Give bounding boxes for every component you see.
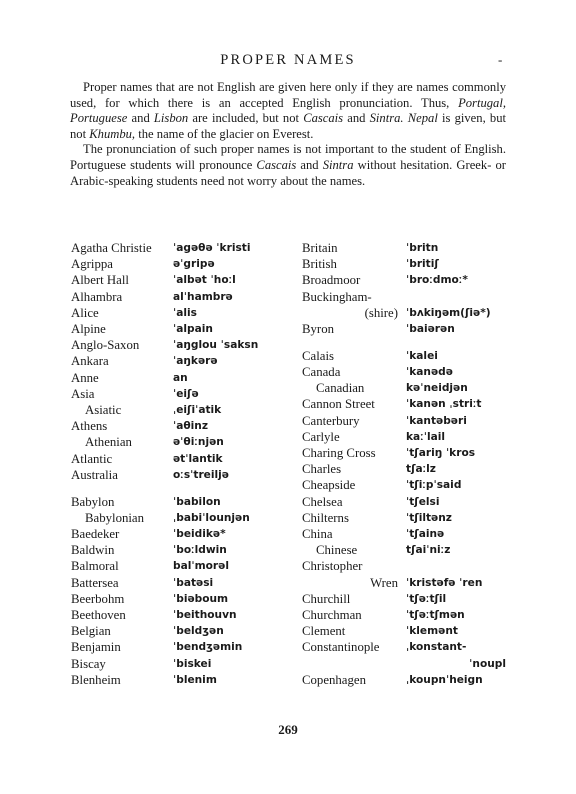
entry-row bbox=[0, 526, 576, 542]
intro-text-run: and bbox=[343, 111, 370, 126]
entry-pronunciation: ˈbiəboum bbox=[173, 592, 229, 605]
entry-word: Constantinople bbox=[302, 640, 380, 655]
entry-word: China bbox=[302, 526, 333, 541]
intro-text-run: Cascais bbox=[256, 157, 297, 172]
entry-word: Charles bbox=[302, 462, 342, 477]
entry-pronunciation: ˈaŋglou ˈsaksn bbox=[173, 339, 259, 352]
entry-row bbox=[0, 364, 576, 380]
entry-pronunciation: ˈtʃainə bbox=[406, 527, 445, 540]
entry-word: Wren bbox=[370, 575, 398, 590]
intro-text-run: Cascais bbox=[303, 111, 344, 126]
entry-word: Albert Hall bbox=[71, 273, 129, 288]
entry-word: Alhambra bbox=[71, 289, 123, 304]
entry-row bbox=[0, 607, 576, 623]
intro-text-run: is given, but not bbox=[70, 111, 506, 141]
entry-pronunciation: ˈkanən ˌstriːt bbox=[406, 398, 482, 411]
entry-pronunciation: balˈmorəl bbox=[173, 560, 229, 573]
entry-pronunciation: ˈbaiərən bbox=[406, 323, 455, 335]
entry-word: Anglo-Saxon bbox=[71, 338, 140, 353]
entry-word: Cannon Street bbox=[302, 397, 375, 412]
entry-row bbox=[0, 477, 576, 493]
entry-pronunciation: ˈeiʃə bbox=[173, 387, 199, 400]
entry-pronunciation: ˈkristəfə ˈren bbox=[406, 576, 483, 589]
entry-pronunciation: ˈbiskei bbox=[173, 657, 212, 670]
entry-word: Belgian bbox=[71, 624, 111, 639]
entry-pronunciation: ˈalbət ˈhoːl bbox=[173, 274, 236, 287]
entry-pronunciation: ˈbʌkiŋəm(ʃiə*) bbox=[406, 306, 491, 319]
entry-word: Babylon bbox=[71, 494, 115, 509]
intro-text-run: and bbox=[127, 111, 154, 126]
entry-pronunciation: ˌeiʃiˈatik bbox=[173, 404, 222, 416]
entry-word: Chilterns bbox=[302, 510, 349, 525]
entry-word: Canada bbox=[302, 364, 341, 379]
entry-word: Buckingham- bbox=[302, 289, 372, 304]
entry-pronunciation: ˈtʃiːpˈsaid bbox=[406, 479, 462, 492]
entry-word: Biscay bbox=[71, 656, 106, 671]
entry-word: Carlyle bbox=[302, 429, 340, 444]
entry-row bbox=[0, 445, 576, 461]
entry-pronunciation: ətˈlantik bbox=[173, 452, 223, 465]
entry-row bbox=[0, 510, 576, 526]
entry-word: British bbox=[302, 257, 337, 272]
entry-pronunciation: ˈalis bbox=[173, 306, 197, 319]
entry-word: (shire) bbox=[364, 305, 398, 320]
entry-row bbox=[0, 542, 576, 558]
entry-pronunciation: ˈbeithouvn bbox=[173, 608, 237, 621]
intro-text-run: Sintra. Nepal bbox=[369, 111, 438, 126]
entry-pronunciation: əˈθiːnjən bbox=[173, 436, 224, 449]
entry-row bbox=[0, 461, 576, 477]
entry-word: Baldwin bbox=[71, 543, 115, 558]
intro-text-run: without hesitation. Greek- or Arabic-speaking students need not worry about the names. bbox=[70, 157, 506, 188]
entry-row bbox=[0, 321, 576, 337]
entry-pronunciation: ˈtʃariŋ ˈkros bbox=[406, 446, 476, 459]
entry-word: Battersea bbox=[71, 575, 119, 590]
intro-text-run: Khumbu, bbox=[89, 126, 136, 141]
intro-text-run: The pronunciation of such proper names is not important to the student of English. Portuguese students will pronounce bbox=[70, 142, 506, 172]
entry-pronunciation: ˈbeldʒən bbox=[173, 625, 224, 638]
entry-row bbox=[0, 240, 576, 256]
entry-pronunciation: alˈhambrə bbox=[173, 290, 233, 303]
entry-row bbox=[0, 289, 576, 305]
entry-pronunciation: ˈkantəbəri bbox=[406, 414, 467, 427]
entry-pronunciation: ˈbroːdmoː* bbox=[406, 274, 468, 287]
entry-word: Chinese bbox=[316, 543, 358, 558]
entry-word: Broadmoor bbox=[302, 273, 361, 288]
entry-pronunciation: tʃaːlz bbox=[406, 463, 436, 476]
entry-word: Ankara bbox=[71, 354, 109, 369]
entry-pronunciation: an bbox=[173, 371, 188, 384]
entry-pronunciation: kəˈneidjən bbox=[406, 382, 468, 395]
header-mark: - bbox=[498, 52, 503, 67]
entry-word: Asia bbox=[71, 386, 95, 401]
entry-row bbox=[0, 305, 576, 321]
page-title: PROPER NAMES bbox=[220, 52, 356, 68]
entry-word: Balmoral bbox=[71, 559, 119, 574]
entry-word: Charing Cross bbox=[302, 445, 376, 460]
entry-word: Anne bbox=[71, 370, 99, 385]
entry-pronunciation: ˌkonstant- bbox=[406, 641, 467, 654]
intro-text-run: Sintra bbox=[322, 157, 354, 172]
entry-word: Athenian bbox=[85, 435, 132, 450]
entry-pronunciation: oːsˈtreiljə bbox=[173, 468, 229, 481]
entry-word: Churchman bbox=[302, 607, 362, 622]
entry-pronunciation: ˈalpain bbox=[173, 323, 213, 335]
entry-word: Blenheim bbox=[71, 672, 121, 687]
entry-pronunciation: ˈbritn bbox=[406, 242, 439, 254]
intro-text-run: Portugal, Portuguese bbox=[70, 95, 506, 126]
entry-word: Beethoven bbox=[71, 607, 126, 622]
entry-row bbox=[0, 380, 576, 396]
entry-word: Beerbohm bbox=[71, 591, 125, 606]
entry-pronunciation: ˈtʃəːtʃmən bbox=[406, 608, 465, 621]
entry-pronunciation: ˈaŋkərə bbox=[173, 355, 218, 368]
entry-word: Chelsea bbox=[302, 494, 343, 509]
entry-word: Canterbury bbox=[302, 413, 360, 428]
entry-pronunciation: ˈblenim bbox=[173, 673, 217, 686]
entry-pronunciation: ˈnoupl bbox=[469, 657, 506, 670]
entry-pronunciation: ˈaθinz bbox=[173, 420, 209, 433]
entry-word: Canadian bbox=[316, 381, 365, 396]
entry-word: Australia bbox=[71, 467, 118, 482]
entry-word: Byron bbox=[302, 322, 334, 336]
entry-word: Athens bbox=[71, 419, 108, 434]
entry-word: Babylonian bbox=[85, 510, 144, 525]
entry-pronunciation: ˈbeidikə* bbox=[173, 527, 226, 540]
page-number: 269 bbox=[278, 722, 298, 737]
entry-pronunciation: ˈboːldwin bbox=[173, 544, 227, 557]
intro-paragraph-1 bbox=[70, 80, 506, 142]
entry-word: Benjamin bbox=[71, 640, 121, 655]
entry-row bbox=[0, 494, 576, 510]
entry-word: Churchill bbox=[302, 591, 351, 606]
entry-pronunciation: ˌkoupnˈheign bbox=[406, 673, 483, 686]
entry-row bbox=[0, 272, 576, 288]
entry-row bbox=[0, 672, 576, 688]
entry-pronunciation: ˈtʃəːtʃil bbox=[406, 592, 447, 605]
intro-text-run: and bbox=[296, 157, 323, 172]
intro-text bbox=[70, 80, 506, 189]
intro-text-run: Proper names that are not English are given here only if they are names commonly used, for which there is an accepted English pronunciation. Thus, bbox=[70, 80, 506, 110]
entry-word: Asiatic bbox=[85, 403, 122, 417]
entry-pronunciation: ˌbabiˈlounjən bbox=[173, 511, 250, 524]
entry-word: Atlantic bbox=[71, 451, 113, 466]
entry-pronunciation: ˈkanədə bbox=[406, 365, 453, 378]
entry-row bbox=[0, 558, 576, 574]
entry-word: Agrippa bbox=[71, 257, 113, 272]
entry-pronunciation: ˈkalei bbox=[406, 349, 438, 362]
intro-text-run: Lisbon bbox=[153, 111, 189, 126]
entry-word: Calais bbox=[302, 348, 334, 363]
entry-word: Cheapside bbox=[302, 478, 356, 493]
entry-row bbox=[0, 575, 576, 591]
entry-row bbox=[0, 396, 576, 412]
entry-pronunciation: ˈtʃiltənz bbox=[406, 511, 452, 524]
intro-text-run: the name of the glacier on Everest. bbox=[135, 126, 314, 141]
entry-pronunciation: əˈgripə bbox=[173, 258, 215, 271]
entry-pronunciation: ˈagəθə ˈkristi bbox=[173, 242, 251, 254]
entry-row bbox=[0, 623, 576, 639]
entry-row bbox=[0, 348, 576, 364]
entry-word: Britain bbox=[302, 241, 338, 255]
entry-row bbox=[0, 413, 576, 429]
entry-word: Christopher bbox=[302, 559, 363, 574]
intro-text-run: are included, but not bbox=[188, 111, 304, 126]
entry-row bbox=[0, 639, 576, 655]
entry-word: Agatha Christie bbox=[71, 241, 152, 255]
entry-pronunciation: ˈbendʒəmin bbox=[173, 641, 243, 654]
entry-pronunciation: ˈbatəsi bbox=[173, 576, 214, 589]
entry-pronunciation: ˈbabilon bbox=[173, 495, 221, 508]
intro-paragraph-2 bbox=[70, 142, 506, 189]
entry-pronunciation: kaːˈlail bbox=[406, 430, 446, 443]
entry-pronunciation: ˈbritiʃ bbox=[406, 258, 439, 271]
entry-pronunciation: ˈtʃelsi bbox=[406, 495, 440, 508]
entry-row bbox=[0, 429, 576, 445]
entry-word: Alpine bbox=[71, 322, 106, 336]
entry-row bbox=[0, 656, 576, 672]
entry-word: Baedeker bbox=[71, 526, 120, 541]
entry-pronunciation: ˈklemənt bbox=[406, 625, 458, 638]
entry-word: Alice bbox=[71, 305, 99, 320]
entry-word: Copenhagen bbox=[302, 672, 366, 687]
entry-word: Clement bbox=[302, 624, 346, 639]
entry-pronunciation: tʃaiˈniːz bbox=[406, 544, 451, 557]
entry-row bbox=[0, 591, 576, 607]
entry-row bbox=[0, 256, 576, 272]
